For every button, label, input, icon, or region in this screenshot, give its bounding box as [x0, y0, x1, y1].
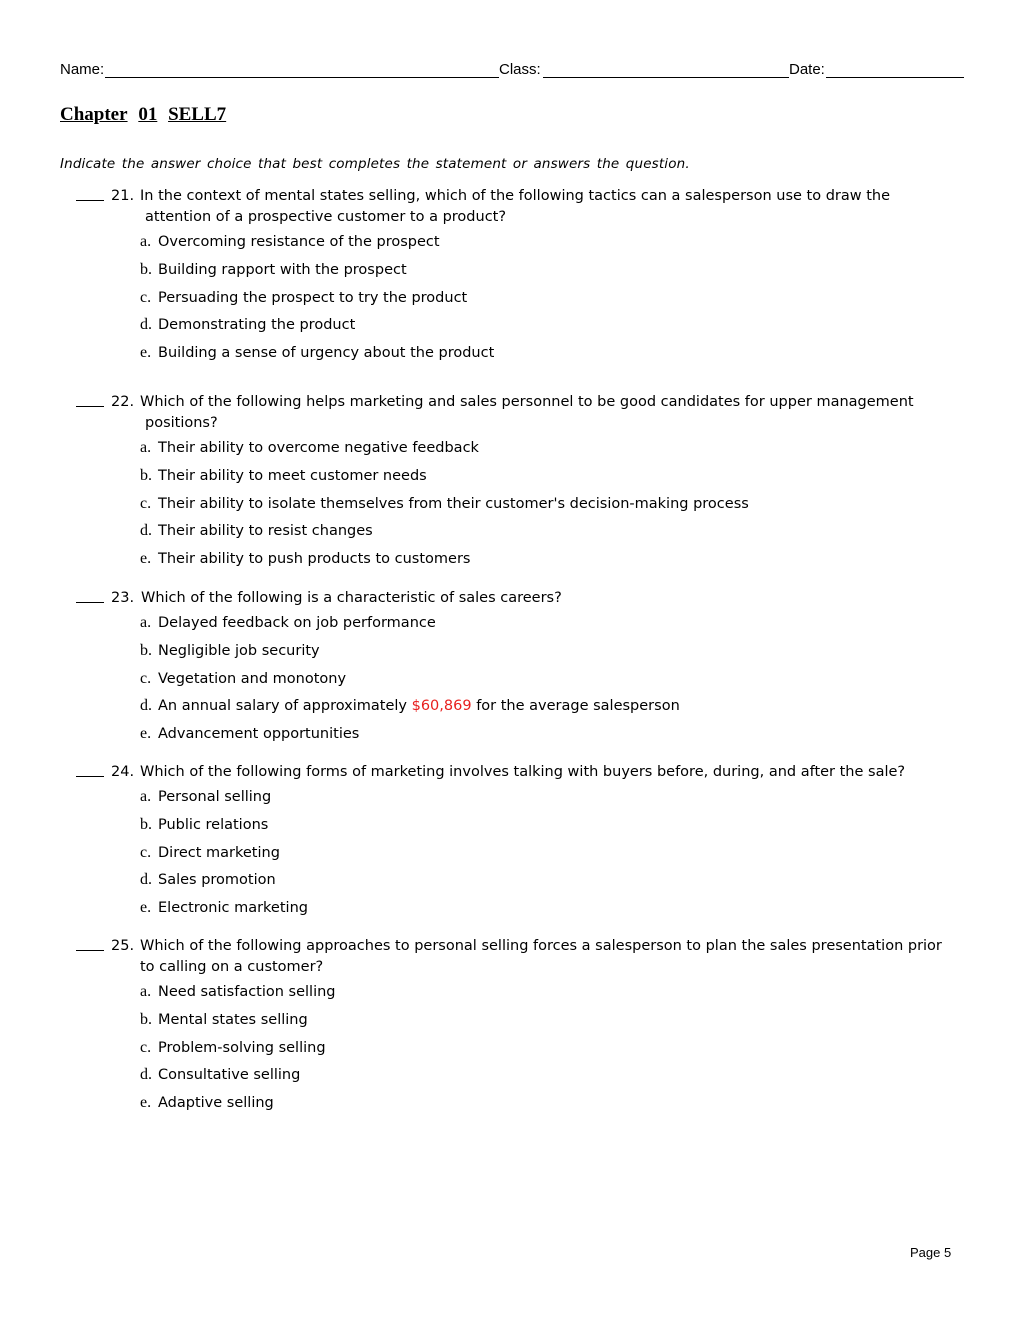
choice-text: Building rapport with the prospect [158, 261, 407, 278]
question-24 [76, 762, 960, 926]
page-number: Page 5 [910, 1245, 952, 1260]
chapter-word: Chapter [60, 104, 128, 125]
choice-text [158, 696, 680, 716]
choice-text: Their ability to isolate themselves from their customer's decision-making process [158, 495, 749, 512]
choice-text: Their ability to overcome negative feedback [158, 440, 479, 456]
answer-choices [76, 787, 960, 926]
question-number: 23. [111, 590, 135, 606]
choice-letter: c. [140, 669, 152, 687]
question-23 [76, 588, 960, 752]
choice-letter: c. [140, 843, 152, 861]
chapter-code: SELL7 [168, 104, 227, 125]
choice-e[interactable] [76, 549, 960, 577]
choice-text: Adaptive selling [158, 1095, 274, 1112]
choice-d[interactable] [76, 696, 960, 724]
choice-letter: b. [140, 815, 152, 833]
choice-a[interactable] [76, 613, 960, 641]
choice-text: Advancement opportunities [158, 726, 360, 743]
choice-a[interactable] [76, 787, 960, 815]
answer-blank[interactable] [76, 200, 104, 201]
choice-b[interactable] [76, 466, 960, 494]
question-text: Which of the following forms of marketing involves talking with buyers before, during, and after the sale? [140, 764, 906, 780]
chapter-title [60, 104, 232, 126]
choice-text: Vegetation and monotony [158, 670, 347, 687]
question-text: Which of the following is a characteristic of sales careers? [141, 590, 562, 606]
choice-letter: a. [140, 614, 152, 631]
choice-letter: c. [140, 288, 152, 306]
student-info-header [60, 61, 964, 81]
choice-letter: e. [140, 725, 152, 743]
instructions-text: Indicate the answer choice that best completes the statement or answers the question. [60, 156, 690, 172]
choice-letter: b. [140, 260, 152, 278]
answer-blank[interactable] [76, 406, 104, 407]
choice-d[interactable] [76, 1065, 960, 1093]
answer-choices [76, 982, 960, 1121]
choice-text: Mental states selling [158, 1011, 308, 1028]
question-21 [76, 186, 960, 371]
question-stem [76, 762, 960, 783]
choice-letter: d. [140, 1066, 152, 1084]
question-number: 24. [111, 764, 135, 780]
choice-letter: b. [140, 641, 152, 659]
question-text: Which of the following helps marketing and sales personnel to be good candidates for upper management positions? [140, 394, 914, 431]
answer-choices [76, 232, 960, 371]
choice-letter: d. [140, 697, 152, 715]
choice-text: Personal selling [158, 789, 272, 805]
class-label: Class: [499, 61, 541, 78]
choice-d[interactable] [76, 315, 960, 343]
choice-text-before: An annual salary of approximately [158, 698, 407, 715]
choice-letter: c. [140, 494, 152, 512]
choice-e[interactable] [76, 343, 960, 371]
choice-e[interactable] [76, 898, 960, 926]
choice-letter: e. [140, 899, 152, 917]
choice-text: Overcoming resistance of the prospect [158, 234, 440, 250]
choice-d[interactable] [76, 870, 960, 898]
choice-b[interactable] [76, 815, 960, 843]
choice-text: Electronic marketing [158, 900, 308, 917]
salary-highlight: $60,869 [411, 698, 472, 715]
choice-b[interactable] [76, 641, 960, 669]
question-text: In the context of mental states selling, which of the following tactics can a salesperson use to draw the attention of a prospective customer to a product? [140, 188, 891, 225]
choice-c[interactable] [76, 669, 960, 697]
choice-a[interactable] [76, 438, 960, 466]
choice-text: Negligible job security [158, 642, 320, 659]
choice-letter: d. [140, 316, 152, 334]
choice-letter: c. [140, 1038, 152, 1056]
choice-a[interactable] [76, 232, 960, 260]
answer-blank[interactable] [76, 776, 104, 777]
choice-letter: e. [140, 550, 152, 568]
choice-letter: a. [140, 439, 152, 456]
answer-choices [76, 438, 960, 577]
choice-letter: a. [140, 233, 152, 250]
date-field-line[interactable] [826, 77, 964, 78]
choice-text-after: for the average salesperson [476, 698, 680, 715]
answer-blank[interactable] [76, 950, 104, 951]
choice-letter: d. [140, 522, 152, 540]
choice-text: Consultative selling [158, 1067, 301, 1084]
choice-e[interactable] [76, 724, 960, 752]
choice-text: Building a sense of urgency about the product [158, 345, 495, 362]
question-stem [76, 186, 960, 228]
choice-letter: d. [140, 871, 152, 889]
choice-text: Sales promotion [158, 872, 276, 889]
question-number: 22. [111, 394, 135, 410]
answer-choices [76, 613, 960, 752]
choice-c[interactable] [76, 1038, 960, 1066]
choice-text: Their ability to resist changes [158, 523, 373, 540]
choice-text: Problem-solving selling [158, 1039, 326, 1056]
choice-a[interactable] [76, 982, 960, 1010]
choice-c[interactable] [76, 843, 960, 871]
answer-blank[interactable] [76, 602, 104, 603]
choice-letter: a. [140, 983, 152, 1000]
choice-letter: e. [140, 344, 152, 362]
question-text: Which of the following approaches to personal selling forces a salesperson to plan the sales presentation prior to calling on a customer? [140, 938, 942, 975]
question-stem [76, 936, 960, 978]
choice-b[interactable] [76, 1010, 960, 1038]
name-label: Name: [60, 61, 105, 78]
choice-text: Direct marketing [158, 844, 280, 861]
class-field-line[interactable] [543, 77, 789, 78]
choice-text: Persuading the prospect to try the product [158, 289, 468, 306]
choice-text: Their ability to push products to customers [158, 551, 471, 568]
choice-text: Their ability to meet customer needs [158, 467, 427, 484]
question-number: 25. [111, 938, 135, 954]
question-stem [76, 588, 960, 609]
date-label: Date: [789, 61, 825, 78]
choice-c[interactable] [76, 288, 960, 316]
choice-d[interactable] [76, 521, 960, 549]
choice-letter: e. [140, 1094, 152, 1112]
question-stem [76, 392, 960, 434]
name-field-line[interactable] [105, 77, 499, 78]
question-22 [76, 392, 960, 577]
choice-text: Public relations [158, 816, 269, 833]
question-25 [76, 936, 960, 1121]
choice-letter: b. [140, 466, 152, 484]
choice-letter: a. [140, 788, 152, 805]
choice-b[interactable] [76, 260, 960, 288]
chapter-number: 01 [138, 104, 158, 125]
choice-e[interactable] [76, 1093, 960, 1121]
choice-text: Demonstrating the product [158, 317, 356, 334]
choice-text: Need satisfaction selling [158, 984, 336, 1000]
choice-text: Delayed feedback on job performance [158, 615, 436, 631]
question-number: 21. [111, 188, 135, 204]
choice-c[interactable] [76, 494, 960, 522]
choice-letter: b. [140, 1010, 152, 1028]
